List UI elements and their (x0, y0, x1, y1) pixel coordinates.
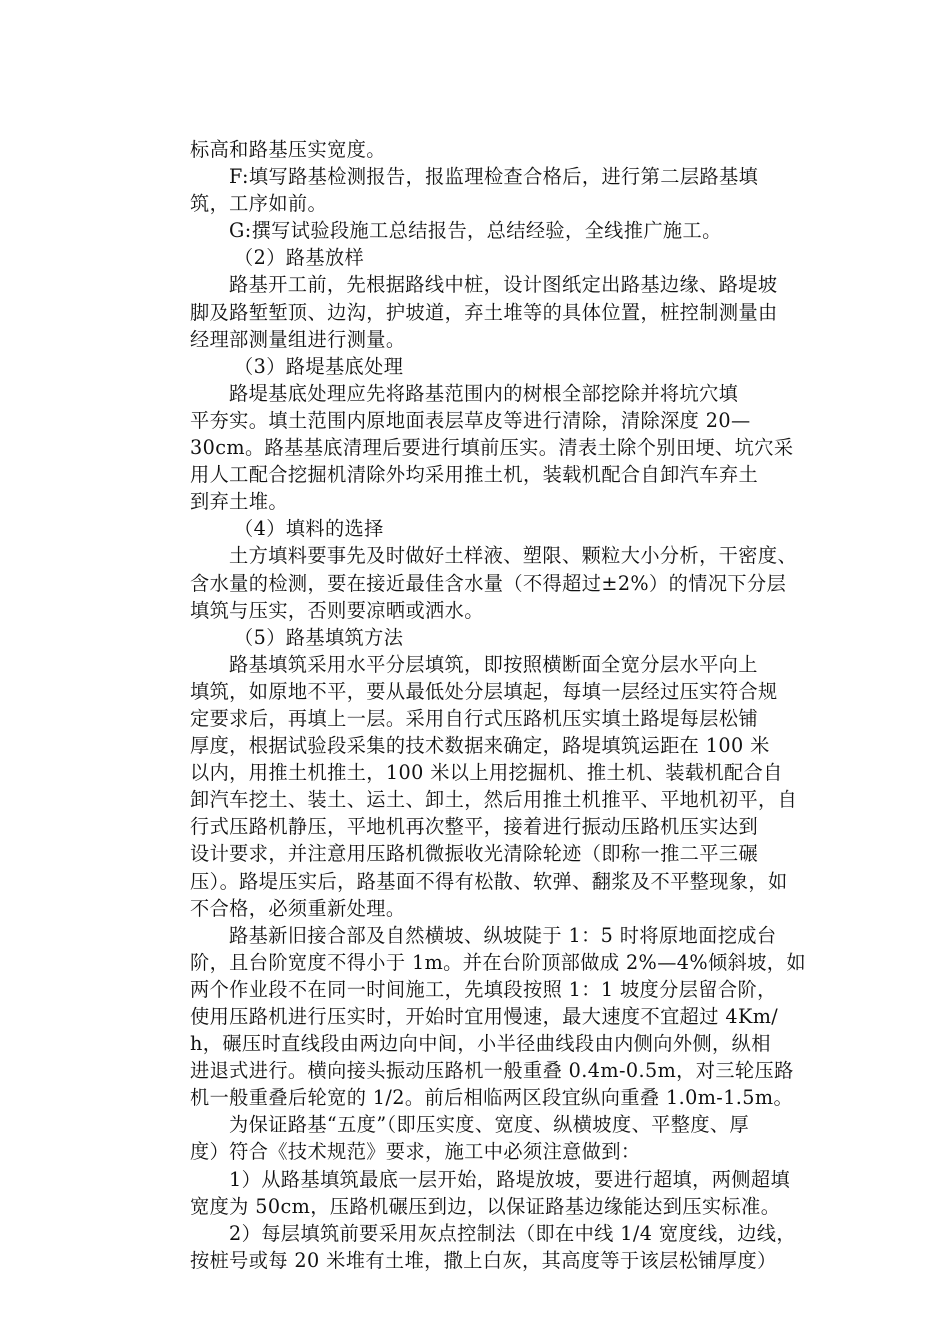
text-line: 以内，用推土机推土，100 米以上用挖掘机、推土机、装载机配合自 (190, 761, 783, 785)
text-line: 使用压路机进行压实时，开始时宜用慢速，最大速度不宜超过 4Km/ (190, 1005, 779, 1028)
document-page (190, 136, 840, 1274)
text-line: 压）。路堤压实后，路基面不得有松散、软弹、翻浆及不平整现象，如 (190, 869, 788, 893)
text-line: G:撰写试验段施工总结报告，总结经验，全线推广施工。 (229, 219, 722, 243)
text-line: 平夯实。填土范围内原地面表层草皮等进行清除，清除深度 20— (190, 408, 751, 432)
text-line: 路基开工前，先根据路线中桩，设计图纸定出路基边缘、路堤坡 (229, 273, 778, 297)
text-line: 到弃土堆。 (190, 490, 288, 514)
text-line: 路基填筑采用水平分层填筑，即按照横断面全宽分层水平向上 (229, 652, 758, 676)
text-line: 填筑与压实，否则要凉晒或洒水。 (190, 598, 484, 622)
text-line: h，碾压时直线段由两边向中间，小半径曲线段由内侧向外侧，纵相 (190, 1032, 771, 1056)
text-line: 不合格，必须重新处理。 (190, 896, 406, 920)
text-line: 宽度为 50cm，压路机碾压到边，以保证路基边缘能达到压实标准。 (190, 1194, 781, 1218)
text-line: 标高和路基压实宽度。 (190, 138, 386, 161)
text-line: 厚度，根据试验段采集的技术数据来确定，路堤填筑运距在 100 米 (190, 734, 770, 758)
text-line: 1）从路基填筑最底一层开始，路堤放坡，要进行超填，两侧超填 (229, 1167, 791, 1191)
text-line: 30cm。路基基底清理后要进行填前压实。清表土除个别田埂、坑穴采 (190, 436, 794, 460)
text-line: 卸汽车挖土、装土、运土、卸土，然后用推土机推平、平地机初平，自 (190, 788, 798, 812)
section-heading: （5）路基填筑方法 (234, 625, 404, 649)
text-line: 2）每层填筑前要采用灰点控制法（即在中线 1/4 宽度线，边线， (229, 1221, 796, 1245)
text-line: 按桩号或每 20 米堆有土堆，撒上白灰，其高度等于该层松铺厚度） (190, 1248, 777, 1272)
text-line: 为保证路基“五度”（即压实度、宽度、纵横坡度、平整度、厚 (229, 1113, 750, 1137)
text-line: 行式压路机静压，平地机再次整平，接着进行振动压路机压实达到 (190, 815, 759, 839)
text-line: 度）符合《技术规范》要求，施工中必须注意做到： (190, 1140, 641, 1164)
text-line: 阶，且台阶宽度不得小于 1m。并在台阶顶部做成 2%—4%倾斜坡，如 (190, 950, 806, 974)
text-line: 经理部测量组进行测量。 (190, 327, 406, 351)
text-line: F:填写路基检测报告，报监理检查合格后，进行第二层路基填 (229, 165, 759, 189)
text-line: 设计要求，并注意用压路机微振收光清除轮迹（即称一推二平三碾 (190, 842, 759, 866)
text-line: 路堤基底处理应先将路基范围内的树根全部挖除并将坑穴填 (229, 381, 739, 405)
text-line: 土方填料要事先及时做好土样液、塑限、颗粒大小分析，干密度、 (229, 544, 798, 568)
text-line: 脚及路堑堑顶、边沟，护坡道，弃土堆等的具体位置，桩控制测量由 (190, 300, 778, 324)
section-heading: （3）路堤基底处理 (234, 354, 404, 378)
text-line: 含水量的检测，要在接近最佳含水量（不得超过±2%）的情况下分层 (190, 571, 787, 595)
text-line: 进退式进行。横向接头振动压路机一般重叠 0.4m-0.5m，对三轮压路 (190, 1059, 794, 1083)
text-line: 筑，工序如前。 (190, 192, 328, 216)
text-line: 路基新旧接合部及自然横坡、纵坡陡于 1：5 时将原地面挖成台 (229, 923, 777, 947)
text-line: 用人工配合挖掘机清除外均采用推土机，装载机配合自卸汽车弃土 (190, 463, 759, 487)
text-line: 定要求后，再填上一层。采用自行式压路机压实填土路堤每层松铺 (190, 706, 759, 730)
text-line: 两个作业段不在同一时间施工，先填段按照 1：1 坡度分层留合阶， (190, 977, 777, 1001)
text-line: 填筑，如原地不平，要从最低处分层填起，每填一层经过压实符合规 (190, 679, 778, 703)
section-heading: （2）路基放样 (234, 246, 365, 270)
section-heading: （4）填料的选择 (234, 517, 384, 541)
text-line: 机一般重叠后轮宽的 1/2。前后相临两区段宜纵向重叠 1.0m-1.5m。 (190, 1086, 794, 1110)
